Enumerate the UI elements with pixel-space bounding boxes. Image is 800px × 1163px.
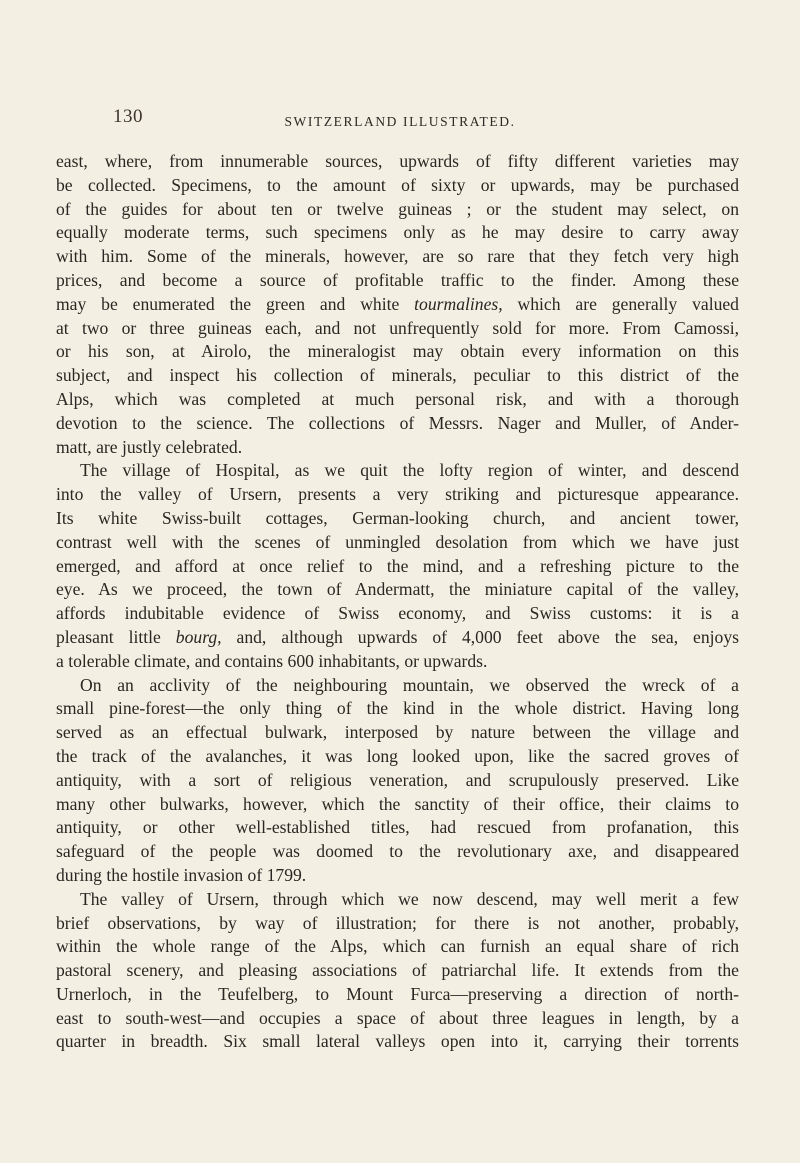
text-line: eye. As we proceed, the town of Andermatt, the miniature capital of the valley, — [56, 579, 739, 600]
text-line: quarter in breadth. Six small lateral valleys open into it, carrying their torrents — [56, 1031, 739, 1052]
text-line: subject, and inspect his collection of minerals, peculiar to this district of the — [56, 365, 739, 386]
body-text — [56, 150, 739, 1054]
text-line: equally moderate terms, such specimens only as he may desire to carry away — [56, 222, 739, 243]
text-line: within the whole range of the Alps, which can furnish an equal share of rich — [56, 936, 739, 957]
text-line: antiquity, with a sort of religious veneration, and scrupulously preserved. Like — [56, 769, 739, 790]
text-line: east, where, from innumerable sources, upwards of fifty different varieties may — [56, 151, 739, 171]
text-line: the track of the avalanches, it was long looked upon, like the sacred groves of — [56, 745, 739, 766]
text-line: Alps, which was completed at much personal risk, and with a thorough — [56, 388, 739, 409]
text-line: or his son, at Airolo, the mineralogist may obtain every information on this — [56, 341, 739, 362]
text-run: may be enumerated the green and white — [56, 293, 415, 314]
text-line: small pine-forest—the only thing of the kind in the whole district. Having long — [56, 698, 739, 719]
text-line: served as an effectual bulwark, interposed by nature between the village and — [56, 722, 739, 743]
text-run: pleasant little — [56, 626, 176, 647]
text-run: which are generally valued — [502, 293, 739, 314]
text-line: at two or three guineas each, and not unfrequently sold for more. From Camossi, — [56, 317, 739, 338]
page-number: 130 — [113, 106, 143, 127]
text-line: On an acclivity of the neighbouring mountain, we observed the wreck of a — [80, 674, 739, 695]
text-line: many other bulwarks, however, which the sanctity of their office, their claims to — [56, 793, 739, 814]
text-line: during the hostile invasion of 1799. — [56, 864, 307, 885]
text-line: affords indubitable evidence of Swiss economy, and Swiss customs: it is a — [56, 603, 739, 624]
text-line: brief observations, by way of illustration; for there is not another, probably, — [56, 912, 739, 933]
text-line: pastoral scenery, and pleasing associations of patriarchal life. It extends from the — [56, 960, 739, 981]
text-line: antiquity, or other well-established titles, had rescued from profanation, this — [56, 817, 739, 838]
text-line: emerged, and afford at once relief to the mind, and a refreshing picture to the — [56, 555, 739, 576]
text-line: safeguard of the people was doomed to the revolutionary axe, and disappeared — [56, 841, 739, 862]
text-line: with him. Some of the minerals, however, are so rare that they fetch very high — [56, 246, 739, 267]
text-line — [56, 293, 739, 317]
text-line: Urnerloch, in the Teufelberg, to Mount Furca—preserving a direction of north- — [56, 983, 739, 1004]
running-title: SWITZERLAND ILLUSTRATED. — [284, 114, 516, 129]
text-line: Its white Swiss-built cottages, German-looking church, and ancient tower, — [56, 507, 739, 528]
text-line: prices, and become a source of profitable traffic to the finder. Among these — [56, 269, 739, 290]
text-line: east to south-west—and occupies a space of about three leagues in length, by a — [56, 1007, 739, 1028]
text-line: of the guides for about ten or twelve guineas ; or the student may select, on — [56, 198, 739, 219]
text-line: The valley of Ursern, through which we now descend, may well merit a few — [80, 888, 739, 909]
text-line: into the valley of Ursern, presents a very striking and picturesque appearance. — [56, 484, 739, 505]
text-line: The village of Hospital, as we quit the lofty region of winter, and descend — [80, 460, 739, 481]
text-line: contrast well with the scenes of unmingled desolation from which we have just — [56, 531, 739, 552]
italic-term: bourg, — [175, 626, 222, 647]
italic-term: tourmalines, — [414, 293, 503, 314]
text-run: and, although upwards of 4,000 feet above the sea, enjoys — [221, 626, 739, 647]
text-line: a tolerable climate, and contains 600 inhabitants, or upwards. — [56, 650, 488, 671]
text-line: devotion to the science. The collections of Messrs. Nager and Muller, of Ander- — [56, 412, 739, 433]
text-line: be collected. Specimens, to the amount of sixty or upwards, may be purchased — [56, 174, 739, 195]
text-line: matt, are justly celebrated. — [56, 436, 243, 457]
text-line — [56, 626, 739, 650]
